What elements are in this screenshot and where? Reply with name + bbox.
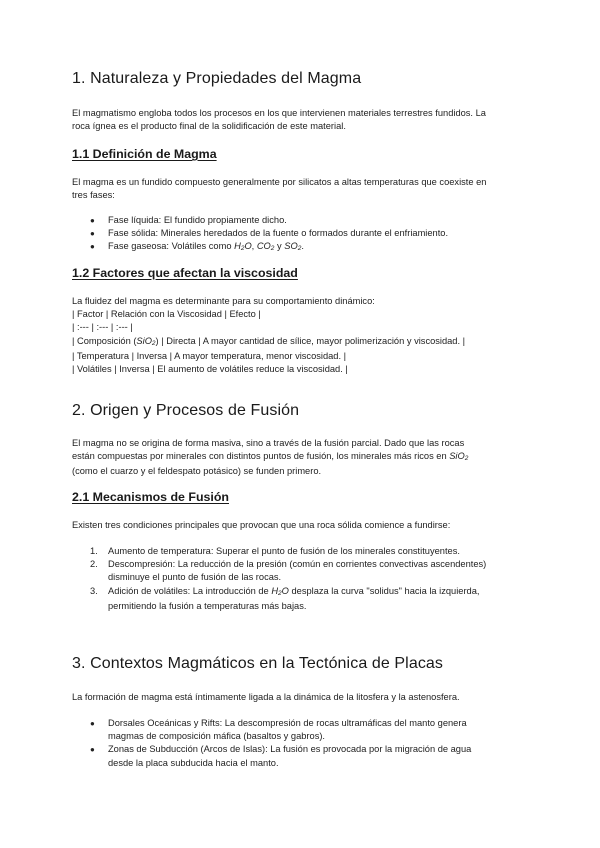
list-item [72,558,486,584]
list-item-text: Zonas de Subducción (Arcos de Islas): La fusión es provocada por la migración de agua [108,744,472,755]
list-item [72,743,471,769]
section-2-intro-line-3: (como el cuarzo y el feldespato potásico) se funden primero. [72,466,322,477]
magma-phases-list [72,214,448,256]
formula-h2o: H2O [271,585,289,597]
formula-h2o: H2O [234,241,252,253]
section-2-heading: 2. Origen y Procesos de Fusión [72,402,300,419]
formula-co2: CO2 [256,241,275,253]
formula-sio2: SiO2 [449,451,469,463]
viscosity-intro: La fluidez del magma es determinante para su comportamiento dinámico: [72,296,375,306]
subsection-1-1-text [72,176,532,202]
section-2-intro [72,437,532,479]
section-1-heading: 1. Naturaleza y Propiedades del Magma [72,70,362,87]
list-number: 2. [90,559,98,570]
list-item-text: disminuye el punto de fusión de las rocas. [108,572,282,583]
formula-sio2: SiO2 [136,335,156,347]
table-header-row: | Factor | Relación con la Viscosidad | Efecto | [72,309,261,320]
bullet-icon: ● [90,229,95,239]
section-3-intro-line: La formación de magma está íntimamente ligada a la dinámica de la litosfera y la astenosfera. [72,692,460,702]
section-1-intro-line-2: roca ígnea es el producto final de la solidificación de este material. [72,121,346,132]
list-number: 3. [90,585,98,596]
list-item-text: Adición de volátiles: La introducción de H2O desplaza la curva "solidus" hacia la izquierda, [108,585,480,597]
list-item-text: Fase gaseosa: Volátiles como [108,241,235,252]
section-3-intro [72,691,532,704]
formula-so2: SO2 [284,241,302,253]
list-item-text: Dorsales Oceánicas y Rifts: La descompresión de rocas ultramáficas del manto genera [108,718,467,728]
subsection-1-2-heading: 1.2 Factores que afectan la viscosidad [72,266,298,280]
bullet-icon: ● [90,745,95,755]
list-item [72,717,471,743]
list-item: ● Fase gaseosa: Volátiles como H2O, CO2 y SO2. [90,241,304,253]
subsection-1-1-text-line-1: El magma es un fundido compuesto generalmente por silicatos a altas temperaturas que coexiste en [72,177,487,187]
section-2-intro-line-1: El magma no se origina de forma masiva, sino a través de la fusión parcial. Dado que las rocas [72,438,465,448]
list-item-text: permitiendo la fusión a temperaturas más bajas. [108,600,307,611]
list-item-text: Aumento de temperatura: Superar el punto de fusión de los minerales constituyentes. [108,546,460,556]
table-align-row: | :--- | :--- | :--- | [72,322,133,333]
list-number: 1. [90,546,98,556]
subsection-2-1-text-line: Existen tres condiciones principales que provocan que una roca sólida comience a fundirse: [72,520,451,530]
tectonic-contexts-list [72,717,471,770]
list-item [72,214,448,227]
list-item [72,545,486,558]
list-item-text: magmas de composición máfica (basaltos y gabros). [108,731,326,742]
section-1-intro [72,107,532,133]
table-row: | Temperatura | Inversa | A mayor temperatura, menor viscosidad. | [72,350,347,361]
subsection-1-1-text-line-2: tres fases: [72,190,115,201]
list-item-text: desde la placa subducida hacia el manto. [108,757,279,768]
bullet-icon: ● [90,719,95,728]
list-item-text: Fase líquida: El fundido propiamente dicho. [108,215,287,225]
subsection-1-1-heading: 1.1 Definición de Magma [72,147,217,161]
list-item-text: Descompresión: La reducción de la presión (común en corrientes convectivas ascendentes) [108,559,487,570]
subsection-2-1-heading: 2.1 Mecanismos de Fusión [72,490,229,504]
bullet-icon: ● [90,242,95,252]
list-item [72,585,486,613]
viscosity-table-text [72,295,532,376]
table-row: | Volátiles | Inversa | El aumento de volátiles reduce la viscosidad. | [72,364,348,375]
section-2-intro-line-2: están compuestas por minerales con distintos puntos de fusión, los minerales más ricos en SiO2 [72,451,469,463]
section-3-heading: 3. Contextos Magmáticos en la Tectónica de Placas [72,655,444,672]
list-item [72,227,448,240]
list-item-text: Fase sólida: Minerales heredados de la fuente o formados durante el enfriamiento. [108,228,449,239]
section-1-intro-line-1: El magmatismo engloba todos los procesos en los que intervienen materiales terrestres fundidos. La [72,108,486,118]
bullet-icon: ● [90,216,95,225]
fusion-mechanisms-list [72,545,486,613]
table-row: | Composición (SiO2) | Directa | A mayor cantidad de sílice, mayor polimerización y viscosidad. | [72,335,466,347]
subsection-2-1-text [72,519,532,532]
